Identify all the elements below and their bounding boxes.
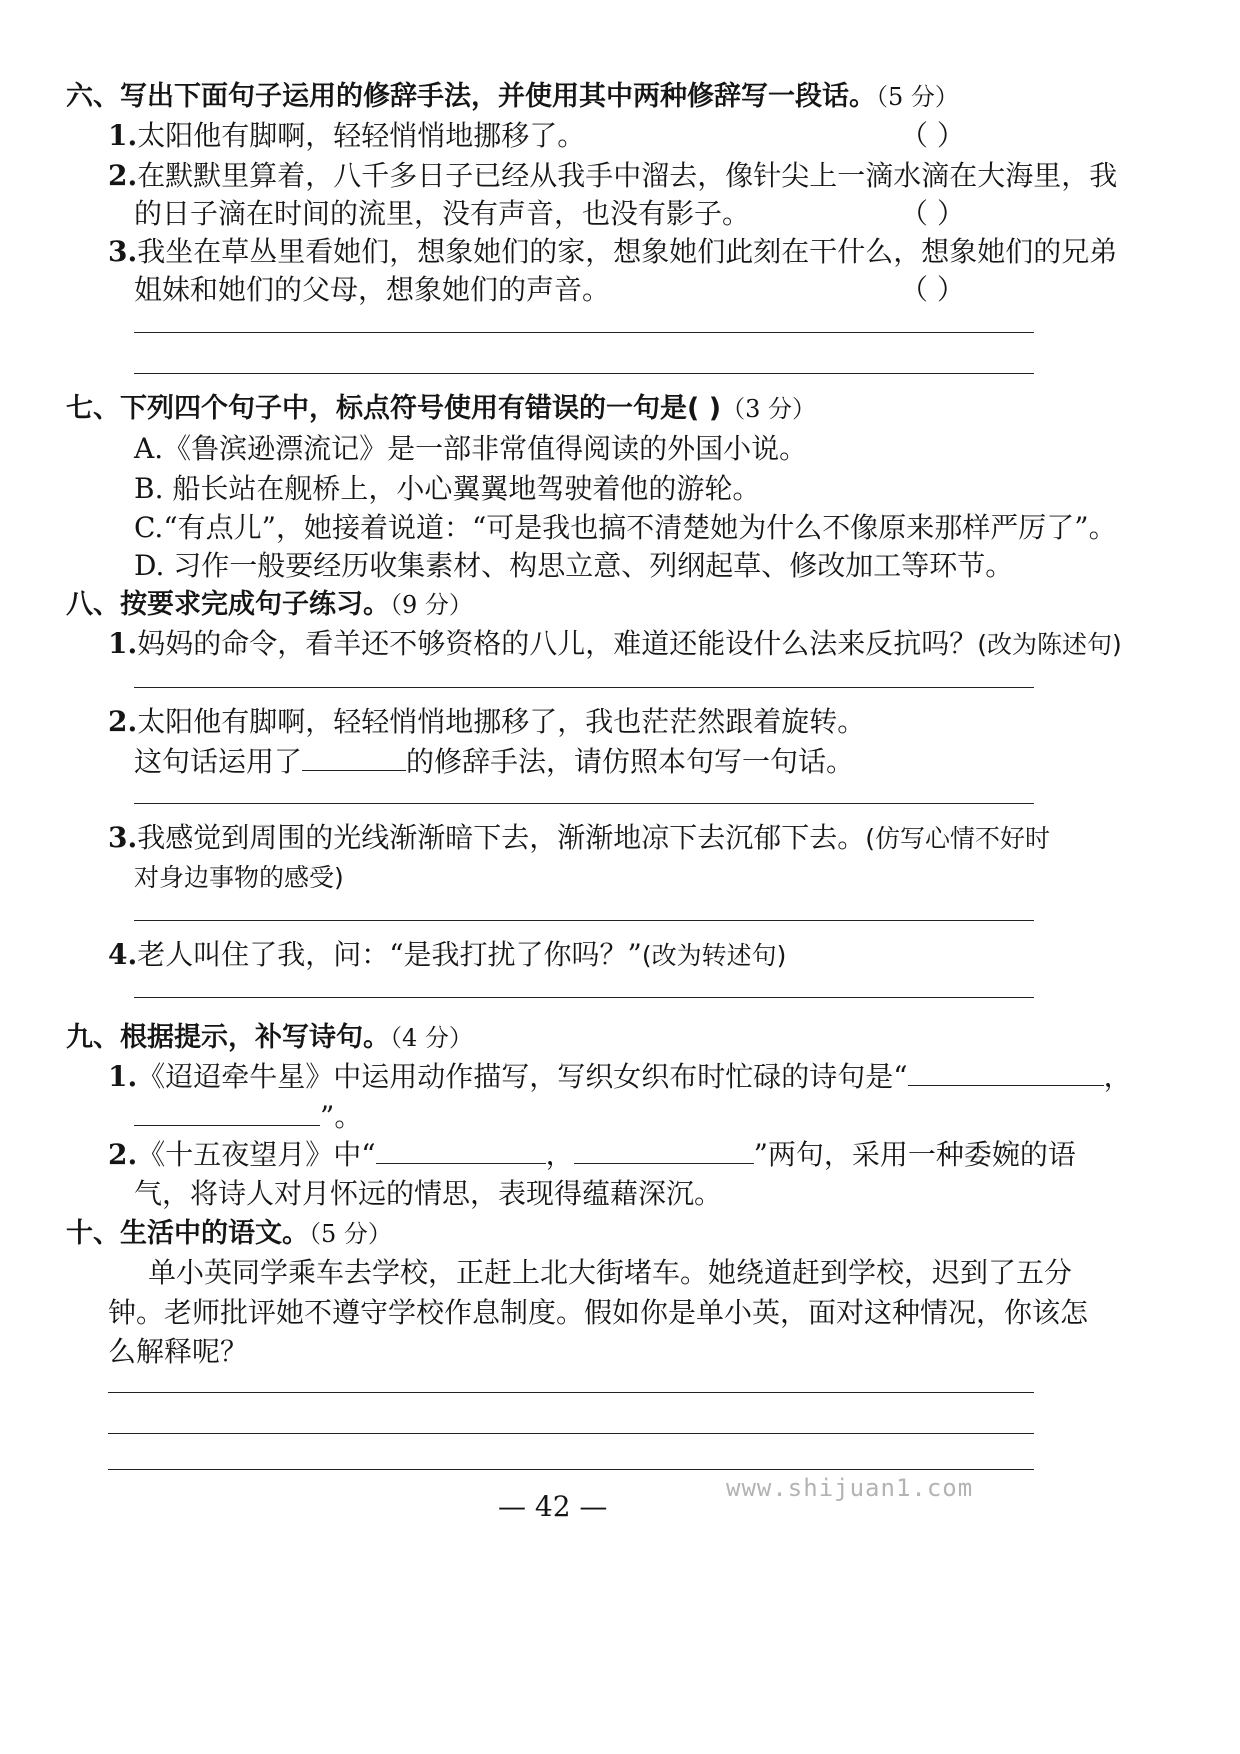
section-7-heading bbox=[66, 386, 816, 425]
s6-q2-answer-paren[interactable]: （ ） bbox=[900, 197, 965, 230]
s9-q1-blank-2[interactable] bbox=[134, 1101, 320, 1126]
page-number: — 42 — bbox=[498, 1490, 608, 1523]
s6-answer-line-2[interactable] bbox=[134, 373, 1034, 374]
section-9-points: （4 分） bbox=[390, 1024, 473, 1052]
watermark: www.shijuan1.com bbox=[726, 1474, 974, 1502]
section-10-title: 十、生活中的语文。 bbox=[66, 1218, 309, 1249]
s6-q1-text: 太阳他有脚啊，轻轻悄悄地挪移了。 bbox=[137, 119, 586, 152]
s9-question-1: 1.《迢迢牵牛星》中运用动作描写，写织女织布时忙碌的诗句是“ ， bbox=[108, 1060, 1132, 1093]
s8-question-3: 3.我感觉到周围的光线渐渐暗下去，渐渐地凉下去沉郁下去。(仿写心情不好时 bbox=[108, 821, 1051, 854]
s9-q1-line2: ”。 bbox=[134, 1095, 362, 1135]
s8-q4-answer-line[interactable] bbox=[134, 997, 1034, 998]
s8-q4-note: (改为转述句) bbox=[641, 941, 787, 970]
s6-q3-line2: 姐妹和她们的父母，想象她们的声音。 bbox=[134, 273, 611, 306]
s8-q2-answer-line[interactable] bbox=[134, 803, 1034, 804]
section-7-points: （3 分） bbox=[721, 395, 816, 423]
s8-q2-line1: 太阳他有脚啊，轻轻悄悄地挪移了，我也茫茫然跟着旋转。 bbox=[137, 705, 866, 738]
s9-q2-blank-2[interactable] bbox=[574, 1139, 754, 1164]
section-10-heading bbox=[66, 1211, 392, 1250]
s10-passage-line-2: 钟。老师批评她不遵守学校作息制度。假如你是单小英，面对这种情况，你该怎 bbox=[108, 1296, 1089, 1329]
s10-answer-line-2[interactable] bbox=[108, 1433, 1034, 1434]
s9-q2-blank-1[interactable] bbox=[376, 1139, 546, 1164]
s8-question-2: 2.太阳他有脚啊，轻轻悄悄地挪移了，我也茫茫然跟着旋转。 bbox=[108, 705, 866, 738]
s7-option-d[interactable]: D. 习作一般要经历收集素材、构思立意、列纲起草、修改加工等环节。 bbox=[134, 549, 1014, 582]
s6-q3-line1: 我坐在草丛里看她们，想象她们的家，想象她们此刻在干什么，想象她们的兄弟 bbox=[137, 235, 1118, 268]
s7-option-c[interactable]: C.“有点儿”，她接着说道：“可是我也搞不清楚她为什么不像原来那样严厉了”。 bbox=[134, 511, 1117, 544]
s8-q2-blank[interactable] bbox=[302, 746, 406, 771]
s8-q1-text: 妈妈的命令，看羊还不够资格的八儿，难道还能设什么法来反抗吗？ bbox=[137, 627, 978, 660]
s9-q1-text: 《迢迢牵牛星》中运用动作描写，写织女织布时忙碌的诗句是“ bbox=[137, 1060, 908, 1093]
s10-passage-line-1: 单小英同学乘车去学校，正赶上北大街堵车。她绕道赶到学校，迟到了五分 bbox=[148, 1256, 1073, 1289]
s9-question-2: 2.《十五夜望月》中“ ， ”两句，采用一种委婉的语 bbox=[108, 1138, 1076, 1171]
section-8-heading bbox=[66, 582, 473, 621]
s6-q2-line2: 的日子滴在时间的流里，没有声音，也没有影子。 bbox=[134, 197, 751, 230]
section-7-title: 七、下列四个句子中，标点符号使用有错误的一句是( ) bbox=[66, 393, 722, 424]
s6-q2-line1: 在默默里算着，八千多日子已经从我手中溜去，像针尖上一滴水滴在大海里，我 bbox=[137, 159, 1118, 192]
s8-q3-note-1: (仿写心情不好时 bbox=[865, 824, 1051, 853]
s8-q1-answer-line[interactable] bbox=[134, 687, 1034, 688]
s8-q3-text: 我感觉到周围的光线渐渐暗下去，渐渐地凉下去沉郁下去。 bbox=[137, 821, 866, 854]
s7-option-a[interactable]: A.《鲁滨逊漂流记》是一部非常值得阅读的外国小说。 bbox=[134, 432, 808, 465]
s7-option-b[interactable]: B. 船长站在舰桥上，小心翼翼地驾驶着他的游轮。 bbox=[134, 472, 761, 505]
s6-q3-answer-paren[interactable]: （ ） bbox=[900, 273, 965, 306]
section-6-title: 六、写出下面句子运用的修辞手法，并使用其中两种修辞写一段话。 bbox=[66, 81, 876, 112]
section-9-heading bbox=[66, 1015, 473, 1054]
s6-question-2: 2.在默默里算着，八千多日子已经从我手中溜去，像针尖上一滴水滴在大海里，我 bbox=[108, 159, 1118, 192]
s10-answer-line-1[interactable] bbox=[108, 1392, 1034, 1393]
section-6-heading bbox=[66, 74, 959, 113]
s8-q1-note: (改为陈述句) bbox=[977, 630, 1122, 659]
s10-answer-line-3[interactable] bbox=[108, 1469, 1034, 1470]
s6-question-1: 1.太阳他有脚啊，轻轻悄悄地挪移了。 bbox=[108, 119, 586, 152]
s10-passage-line-3: 么解释呢？ bbox=[108, 1335, 249, 1368]
s8-q4-text: 老人叫住了我，问：“是我打扰了你吗？” bbox=[137, 938, 642, 971]
section-8-title: 八、按要求完成句子练习。 bbox=[66, 589, 390, 620]
s8-q3-note-2: 对身边事物的感受) bbox=[134, 863, 344, 892]
s8-q3-answer-line[interactable] bbox=[134, 920, 1034, 921]
section-6-points: （5 分） bbox=[876, 83, 959, 111]
s9-q1-blank-1[interactable] bbox=[908, 1061, 1104, 1086]
section-9-title: 九、根据提示，补写诗句。 bbox=[66, 1022, 390, 1053]
section-8-points: （9 分） bbox=[390, 591, 473, 619]
s6-answer-line-1[interactable] bbox=[134, 332, 1034, 333]
s9-q2-line2: 气，将诗人对月怀远的情思，表现得蕴藉深沉。 bbox=[134, 1177, 723, 1210]
s8-question-1: 1.妈妈的命令，看羊还不够资格的八儿，难道还能设什么法来反抗吗？(改为陈述句) bbox=[108, 627, 1122, 660]
s8-question-4: 4.老人叫住了我，问：“是我打扰了你吗？”(改为转述句) bbox=[108, 938, 787, 971]
s8-q2-line2: 这句话运用了 的修辞手法，请仿照本句写一句话。 bbox=[134, 745, 855, 778]
s6-question-3: 3.我坐在草丛里看她们，想象她们的家，想象她们此刻在干什么，想象她们的兄弟 bbox=[108, 235, 1118, 268]
s6-q1-answer-paren[interactable]: （ ） bbox=[900, 119, 965, 152]
section-10-points: （5 分） bbox=[309, 1220, 392, 1248]
